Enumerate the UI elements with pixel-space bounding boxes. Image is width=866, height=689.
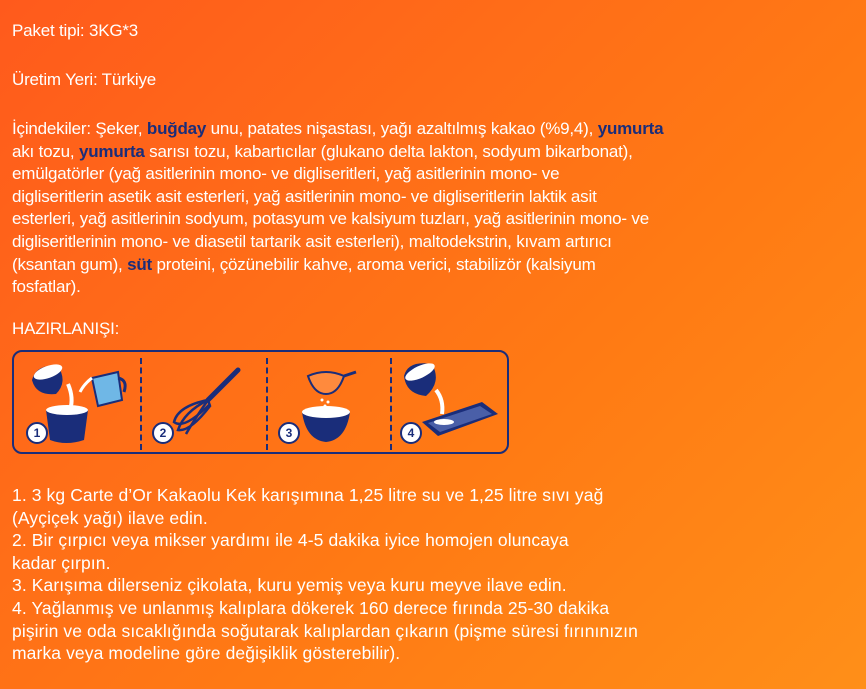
ingredients-line-2: akı tozu, yumurta sarısı tozu, kabartıcılar (glukano delta lakton, sodyum bikarbonat), — [12, 141, 633, 161]
step-number: 1 — [26, 422, 48, 444]
step-1 — [18, 360, 136, 448]
instruction-line: 3. Karışıma dilerseniz çikolata, kuru yemiş veya kuru meyve ilave edin. — [12, 575, 567, 596]
package-type: Paket tipi: 3KG*3 — [12, 21, 139, 40]
step-3 — [270, 360, 388, 448]
production-place: Üretim Yeri: Türkiye — [12, 70, 157, 89]
step-number: 3 — [278, 422, 300, 444]
step-number: 4 — [400, 422, 422, 444]
ingredients-line-5: esterleri, yağ asitlerinin sodyum, potasyum ve kalsiyum tuzları, yağ asitlerinin mono- ve — [12, 209, 649, 229]
ingredients-line-8: fosfatlar). — [12, 277, 81, 297]
instruction-line: kadar çırpın. — [12, 552, 111, 573]
instruction-line: pişirin ve oda sıcaklığında soğutarak kalıplardan çıkarın (pişme süresi fırınınızın — [12, 620, 638, 641]
ingredients-line-3: emülgatörler (yağ asitlerinin mono- ve digliseritleri, yağ asitlerinin mono- ve — [12, 164, 560, 184]
instruction-line: (Ayçiçek yağı) ilave edin. — [12, 507, 208, 528]
preparation-instructions — [12, 484, 638, 665]
step-4 — [392, 360, 510, 448]
instruction-line: 2. Bir çırpıcı veya mikser yardımı ile 4-5 dakika iyice homojen oluncaya — [12, 530, 569, 551]
ingredients-line-1: İçindekiler: Şeker, buğday unu, patates nişastası, yağı azaltılmış kakao (%9,4), yumurta — [12, 119, 664, 138]
allergen-yumurta: yumurta — [78, 141, 145, 161]
preparation-title: HAZIRLANIŞI: — [12, 319, 120, 338]
instruction-line: 1. 3 kg Carte d’Or Kakaolu Kek karışımına 1,25 litre su ve 1,25 litre sıvı yağ — [12, 485, 604, 505]
ingredients-line-6: digliseritlerinin mono- ve diasetil tartarik asit esterleri), maltodekstrin, kıvam artırıcı — [12, 231, 612, 251]
step-number: 2 — [152, 422, 174, 444]
step-divider — [266, 358, 268, 450]
ingredients-line-4: digliseritlerin asetik asit esterleri, yağ asitlerinin mono- ve digliseritlerin laktik asit — [12, 186, 597, 206]
instruction-line: 4. Yağlanmış ve unlanmış kalıplara dökerek 160 derece fırında 25-30 dakika — [12, 597, 610, 618]
step-divider — [140, 358, 142, 450]
instruction-line: marka veya modeline göre değişiklik gösterebilir). — [12, 643, 401, 664]
ingredients — [12, 118, 812, 299]
allergen-bugday: buğday — [146, 119, 207, 138]
allergen-yumurta: yumurta — [597, 119, 664, 138]
ingredients-line-7: (ksantan gum), süt proteini, çözünebilir kahve, aroma verici, stabilizör (kalsiyum — [12, 254, 596, 274]
step-2 — [144, 360, 262, 448]
allergen-sut: süt — [127, 254, 153, 274]
preparation-steps-panel — [12, 350, 509, 454]
